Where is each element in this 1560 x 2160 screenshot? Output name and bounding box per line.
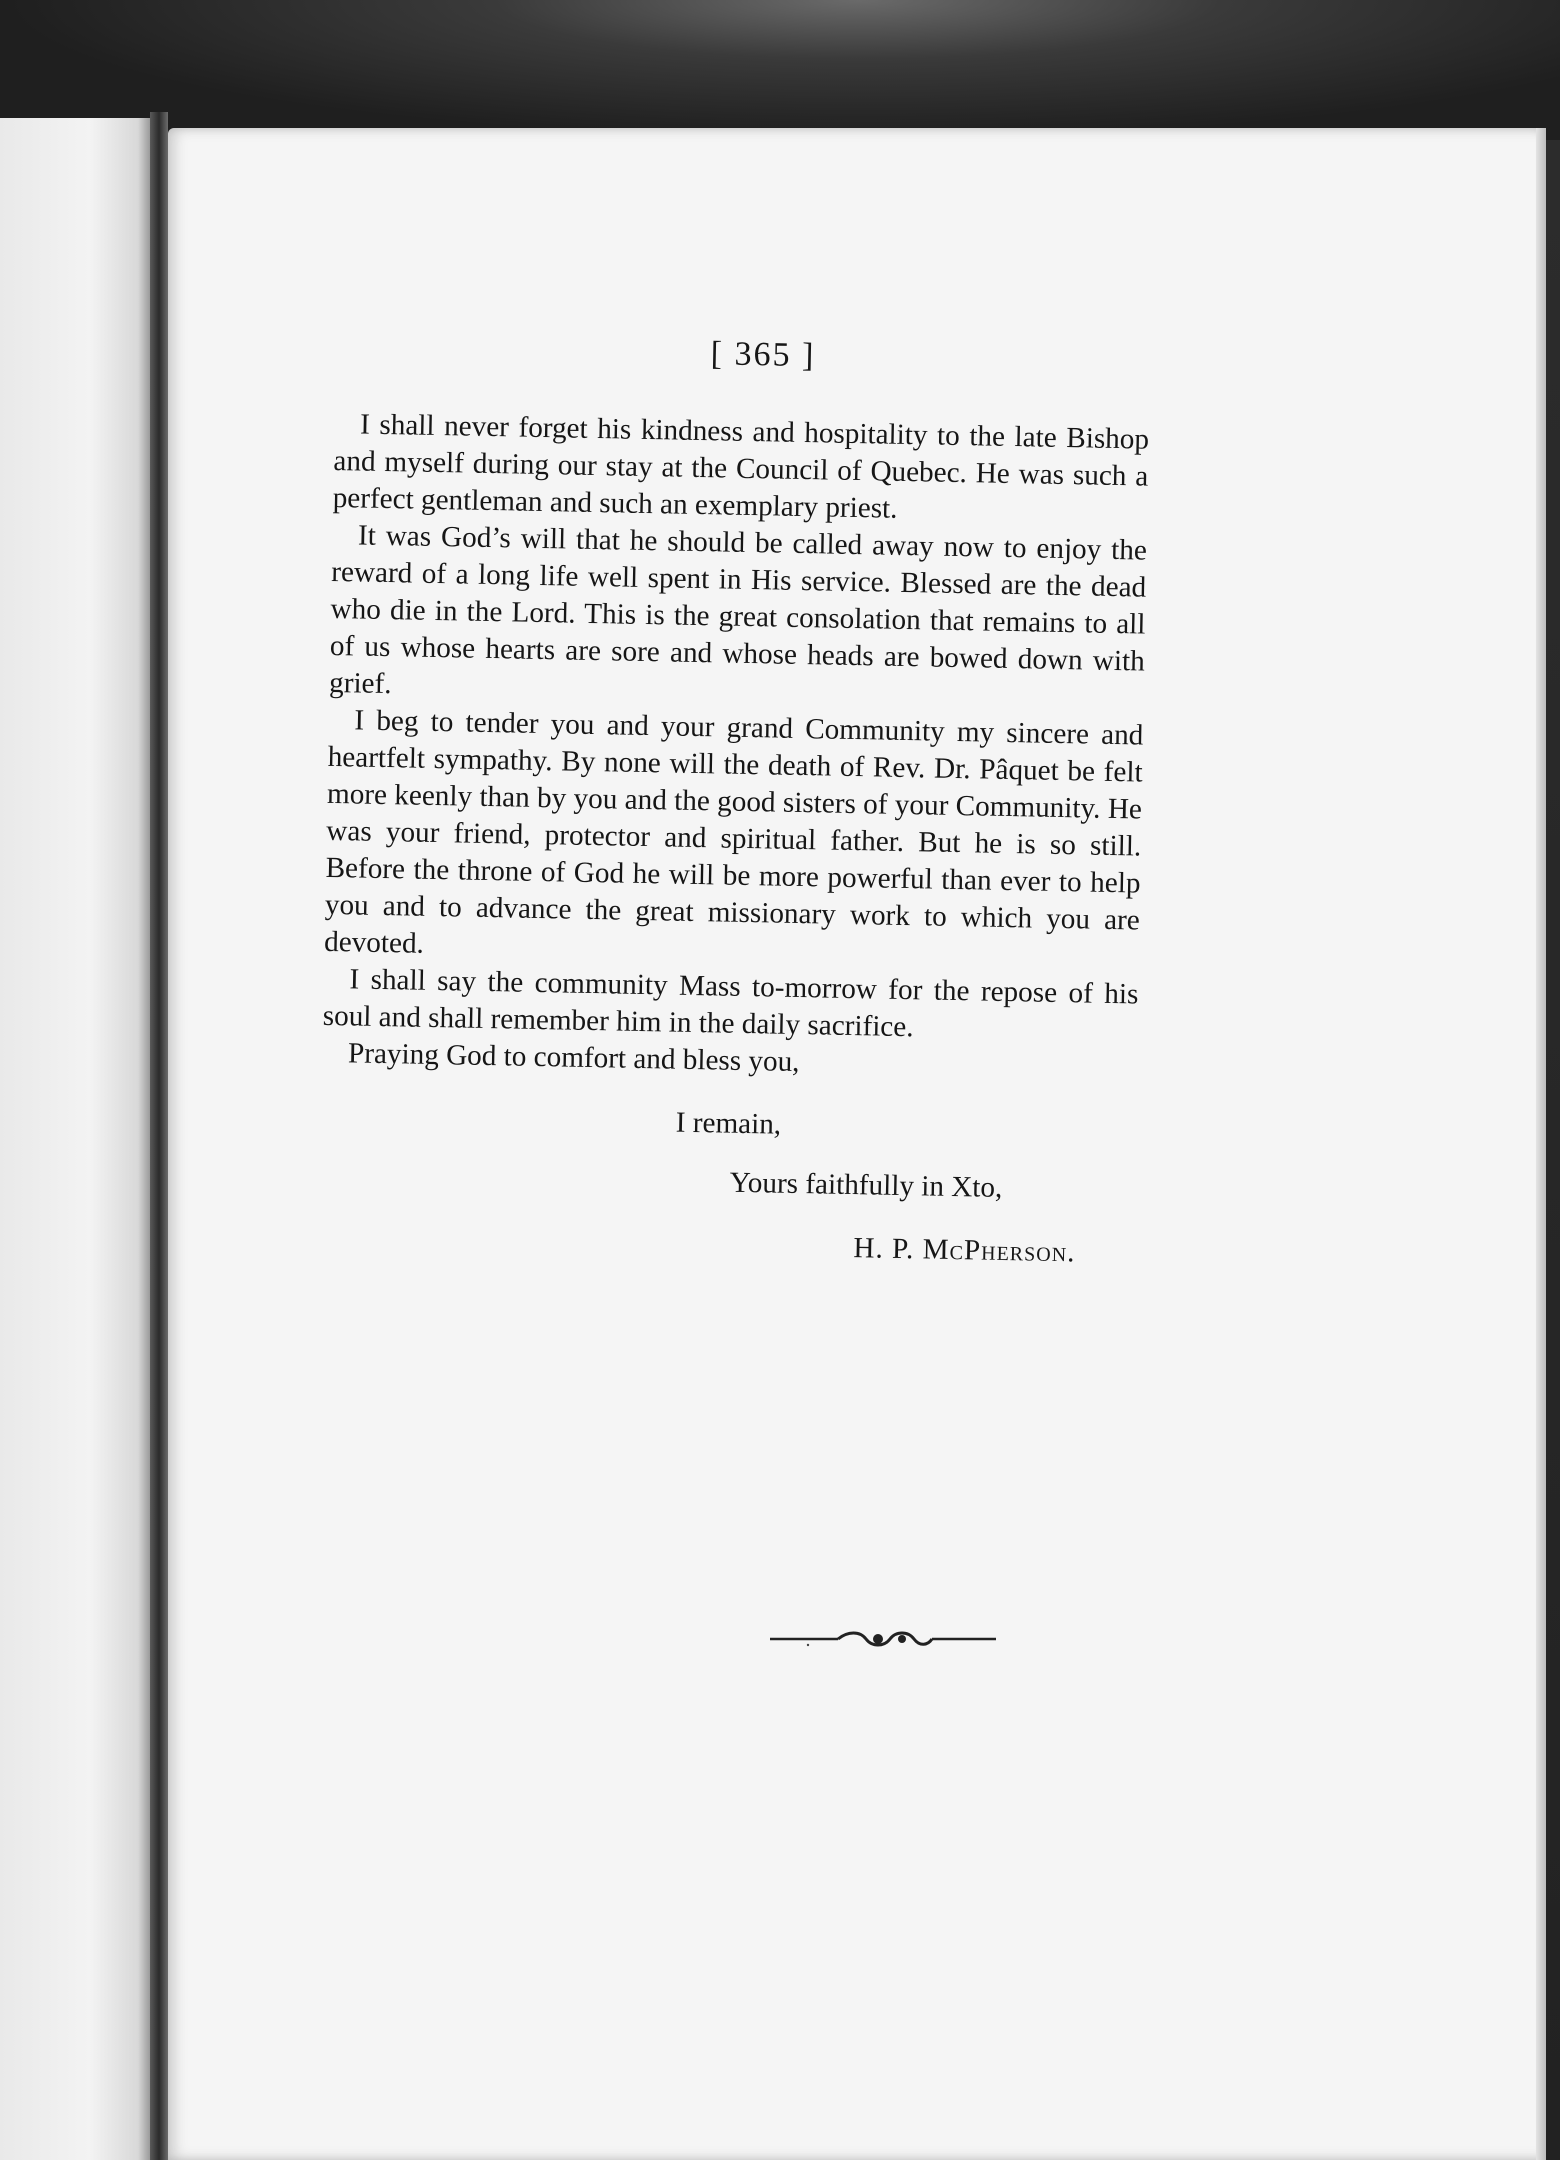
paragraph-2: It was God’s will that he should be called away now to enjoy the reward of a long life well spent in His service. Blessed are the dead who die in the Lord. This is the great consolation that remains to all of us whose hearts are sore and whose heads are bowed down with grief. <box>328 519 1148 701</box>
book-top-shadow <box>0 0 1560 140</box>
closing-remain: I remain, <box>675 1106 782 1141</box>
book-gutter <box>150 112 168 2160</box>
signature <box>853 1232 1134 1270</box>
signature-surname: McPherson. <box>922 1233 1076 1269</box>
paragraph-4: I shall say the community Mass to-morrow for the repose of his soul and shall remember him in the daily sacrifice. <box>322 963 1139 1044</box>
closing-yours: Yours faithfully in Xto, <box>729 1166 1003 1204</box>
letter-text-block <box>318 328 1151 1270</box>
paragraph-1: I shall never forget his kindness and hospitality to the late Bishop and myself during our stay at the Council of Quebec. He was such a perfect gentleman and such an exemplary priest. <box>332 408 1150 525</box>
scroll-ornament-icon <box>768 1623 998 1653</box>
page-right-edge <box>1536 128 1546 2160</box>
left-page-edge <box>0 118 150 2160</box>
closing-line: Praying God to comfort and bless you, <box>347 1037 800 1079</box>
page-number: [ 365 ] <box>710 335 816 375</box>
paragraph-3: I beg to tender you and your grand Community my sincere and heartfelt sympathy. By none will the death of Rev. Dr. Pâquet be felt more keenly than by you and the good sisters of your Community. He was your friend, protector and spiritual father. But he is so still. Before the throne of God he will be more powerful than ever to help you and to advance the great missionary work to which you are devoted. <box>323 704 1144 960</box>
book-page <box>168 128 1546 2160</box>
signature-initials: H. P. <box>853 1232 915 1266</box>
